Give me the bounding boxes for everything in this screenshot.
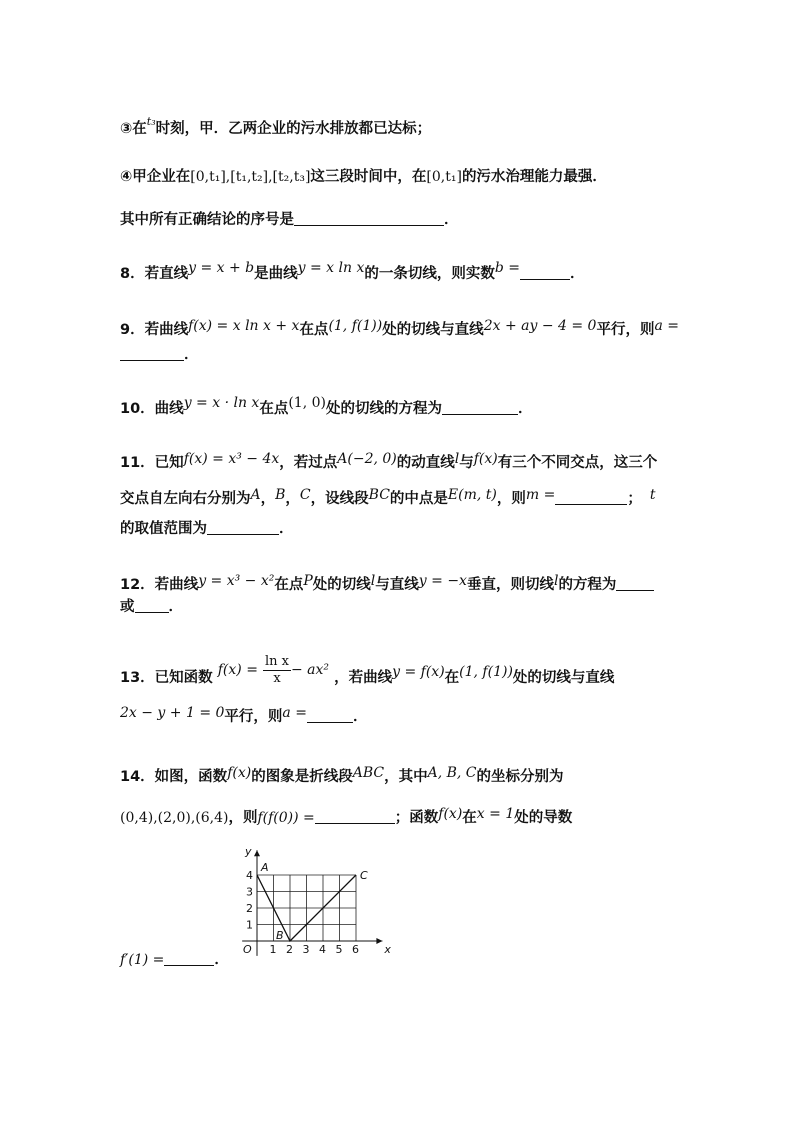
q14-ffx: f(f(0)) = bbox=[257, 810, 315, 826]
interval: [0,t₁] bbox=[426, 169, 462, 185]
q13-mid2: 在 bbox=[444, 670, 460, 686]
q14-line2d: 处的导数 bbox=[514, 810, 573, 826]
q11-line3: 的取值范围为 bbox=[120, 521, 207, 537]
q12-blank-2[interactable] bbox=[135, 598, 169, 613]
q14-points: A, B, C bbox=[427, 765, 477, 781]
q12-l: l bbox=[370, 573, 376, 589]
q14-fx: f(x) bbox=[227, 765, 252, 781]
item-4b bbox=[120, 209, 680, 231]
q14-ff0-blank[interactable] bbox=[315, 809, 395, 824]
graph-labels bbox=[243, 845, 391, 956]
q14-coords: (0,4),(2,0),(6,4) bbox=[120, 810, 229, 826]
x-axis-label: x bbox=[384, 943, 391, 956]
q11-E: E(m, t) bbox=[447, 487, 497, 503]
q12-blank-1[interactable] bbox=[616, 576, 654, 591]
q11-mid4: 有三个不同交点，这三个 bbox=[497, 455, 658, 471]
q8-mid2: 的一条切线，则实数 bbox=[364, 266, 495, 282]
q12-or: 或 bbox=[120, 599, 135, 615]
q13-fraction bbox=[263, 654, 291, 687]
y-axis-label: y bbox=[245, 845, 252, 859]
item-3 bbox=[120, 111, 680, 140]
q14-mid3: 的坐标分别为 bbox=[476, 769, 564, 785]
item-4-end: 的污水治理能力最强． bbox=[461, 169, 607, 185]
q14-derivative: f′(1) = bbox=[120, 952, 165, 968]
graph-grid bbox=[257, 875, 356, 941]
q14-x1: x = 1 bbox=[476, 806, 515, 822]
question-8 bbox=[120, 257, 680, 285]
q11-end: ． bbox=[279, 521, 294, 537]
x-tick-label: 3 bbox=[302, 943, 310, 956]
y-axis-arrow bbox=[254, 850, 260, 856]
q10-point: (1, 0) bbox=[288, 395, 326, 411]
q8-eq1: y = x + b bbox=[188, 260, 255, 276]
q9-var: a = bbox=[654, 318, 679, 334]
point-label-b: B bbox=[276, 929, 284, 942]
intervals: [0,t₁],[t₁,t₂],[t₂,t₃] bbox=[190, 169, 311, 185]
q10-mid2: 处的切线的方程为 bbox=[325, 401, 442, 417]
q13-line-eq: 2x − y + 1 = 0 bbox=[120, 705, 225, 721]
q9-mid3: 平行，则 bbox=[596, 322, 655, 338]
y-tick-label: 1 bbox=[246, 918, 253, 932]
question-12-cont bbox=[120, 596, 680, 618]
var-t3: t₃ bbox=[146, 115, 156, 128]
q11-line2b: ，设线段 bbox=[310, 491, 369, 507]
item-4b-end: ． bbox=[444, 212, 459, 228]
q12-l-2: l bbox=[553, 573, 559, 589]
x-axis-arrow bbox=[376, 938, 382, 944]
item-3-number: ③在 bbox=[120, 121, 147, 137]
q10-end: ． bbox=[517, 401, 533, 417]
q11-BC: BC bbox=[368, 487, 390, 503]
q13-mid: ，若曲线 bbox=[334, 670, 393, 686]
q11-m-blank[interactable] bbox=[555, 490, 627, 505]
question-13 bbox=[120, 652, 680, 698]
x-tick-label: 5 bbox=[335, 943, 343, 956]
q10-number: 10．曲线 bbox=[120, 401, 184, 417]
question-10 bbox=[120, 392, 680, 420]
q9-mid: 在点 bbox=[299, 322, 329, 338]
y-tick-label: 2 bbox=[246, 902, 253, 915]
frac-top: ln x bbox=[265, 653, 289, 669]
q12-mid4: 垂直，则切线 bbox=[466, 577, 554, 593]
q8-mid: 是曲线 bbox=[254, 266, 298, 282]
origin-label: O bbox=[243, 943, 252, 956]
frac-bottom: x bbox=[273, 670, 281, 686]
x-tick-label: 4 bbox=[319, 943, 326, 956]
q9-mid2: 处的切线与直线 bbox=[382, 322, 484, 338]
answer-blank[interactable] bbox=[294, 211, 444, 226]
q10-answer-blank[interactable] bbox=[442, 400, 518, 415]
item-4-mid: 这三段时间中，在 bbox=[310, 169, 427, 185]
question-9 bbox=[120, 315, 680, 341]
item-4 bbox=[120, 166, 680, 188]
q14-line2c: 在 bbox=[462, 810, 477, 826]
q11-eq: f(x) = x³ − 4x bbox=[183, 451, 280, 467]
q13-tail: − ax² bbox=[291, 662, 330, 678]
q11-fx: f(x) bbox=[473, 451, 498, 467]
q11-line2c: 的中点是 bbox=[389, 491, 448, 507]
item-4-number: ④甲企业在 bbox=[120, 169, 191, 185]
q11-sep-1: ， bbox=[260, 491, 276, 507]
question-11-line3 bbox=[120, 518, 680, 540]
q12-mid: 在点 bbox=[274, 577, 304, 593]
q12-P: P bbox=[303, 573, 313, 589]
q12-mid5: 的方程为 bbox=[558, 577, 617, 593]
question-11 bbox=[120, 448, 680, 474]
question-14 bbox=[120, 762, 680, 788]
q11-m: m = bbox=[525, 487, 556, 503]
x-tick-label: 1 bbox=[269, 943, 277, 956]
q9-eq2: 2x + ay − 4 = 0 bbox=[483, 318, 597, 334]
q11-line2d: ，则 bbox=[496, 491, 526, 507]
point-label-a: A bbox=[261, 861, 269, 874]
q8-number: 8．若直线 bbox=[120, 266, 189, 282]
q13-number: 13．已知函数 bbox=[120, 670, 213, 686]
q14-end: ． bbox=[214, 952, 229, 968]
q11-t-blank[interactable] bbox=[207, 520, 279, 535]
q12-mid2: 处的切线 bbox=[312, 577, 371, 593]
q14-deriv-blank[interactable] bbox=[164, 951, 214, 966]
question-11-line2 bbox=[120, 484, 680, 510]
q11-line2a: 交点自左向右分别为 bbox=[120, 491, 251, 507]
question-14-line3 bbox=[120, 949, 240, 971]
question-9-cont bbox=[120, 344, 680, 366]
q14-mid: 的图象是折线段 bbox=[251, 769, 353, 785]
q10-mid: 在点 bbox=[259, 401, 289, 417]
conclusion-prompt: 其中所有正确结论的序号是 bbox=[120, 212, 294, 228]
item-3-text: 时刻，甲．乙两企业的污水排放都已达标； bbox=[155, 121, 432, 137]
x-tick-label: 6 bbox=[352, 943, 359, 956]
q14-number: 14．如图，函数 bbox=[120, 769, 228, 785]
q14-fx-2: f(x) bbox=[438, 806, 463, 822]
q11-semicolon: ； bbox=[627, 491, 642, 507]
q14-line2a: ，则 bbox=[228, 810, 258, 826]
q12-eq: y = x³ − x² bbox=[198, 573, 275, 589]
q12-number: 12．若曲线 bbox=[120, 577, 199, 593]
q11-A: A bbox=[250, 487, 261, 503]
q11-mid: ，若过点 bbox=[279, 455, 338, 471]
x-tick-label: 2 bbox=[286, 943, 293, 956]
q11-B: B bbox=[275, 487, 286, 503]
question-12 bbox=[120, 570, 680, 596]
q11-mid3: 与 bbox=[459, 455, 474, 471]
q13-end: ． bbox=[352, 709, 368, 725]
q11-t: t bbox=[649, 487, 656, 503]
q12-eq2: y = −x bbox=[418, 573, 467, 589]
q9-answer-blank[interactable] bbox=[120, 346, 184, 361]
q9-number: 9．若曲线 bbox=[120, 322, 189, 338]
q13-mid3: 处的切线与直线 bbox=[512, 670, 615, 686]
question-13-cont bbox=[120, 702, 680, 728]
point-label-c: C bbox=[360, 869, 368, 882]
q13-fx: f(x) = bbox=[217, 662, 258, 678]
q10-eq: y = x · ln x bbox=[183, 395, 260, 411]
q11-C: C bbox=[299, 487, 311, 503]
q9-end: ． bbox=[184, 347, 199, 363]
q11-point: A(−2, 0) bbox=[337, 451, 397, 467]
q11-mid2: 的动直线 bbox=[396, 455, 455, 471]
q13-answer-blank[interactable] bbox=[307, 708, 353, 723]
y-tick-label: 3 bbox=[246, 885, 253, 899]
y-tick-label: 4 bbox=[246, 869, 253, 882]
q8-answer-blank[interactable] bbox=[520, 265, 570, 280]
q14-mid2: ，其中 bbox=[384, 769, 428, 785]
q8-end: ． bbox=[570, 266, 585, 282]
q13-point: (1, f(1)) bbox=[459, 664, 513, 680]
q11-line-l: l bbox=[454, 451, 460, 467]
q14-line2b: ；函数 bbox=[394, 810, 439, 826]
q9-point: (1, f(1)) bbox=[328, 318, 383, 334]
q13-var: a = bbox=[282, 705, 307, 721]
q14-ABC: ABC bbox=[352, 765, 385, 781]
q13-line2a: 平行，则 bbox=[224, 709, 283, 725]
q11-number: 11．已知 bbox=[120, 455, 184, 471]
q8-eq2: y = x ln x bbox=[297, 260, 365, 276]
q9-eq1: f(x) = x ln x + x bbox=[188, 318, 300, 334]
question-14-line2 bbox=[120, 803, 680, 829]
q12-mid3: 与直线 bbox=[375, 577, 419, 593]
q8-var: b = bbox=[494, 260, 521, 276]
q13-eq: y = f(x) bbox=[392, 664, 445, 680]
function-graph bbox=[235, 842, 395, 962]
q11-sep-2: ， bbox=[285, 491, 300, 507]
q12-end: ． bbox=[168, 599, 183, 615]
